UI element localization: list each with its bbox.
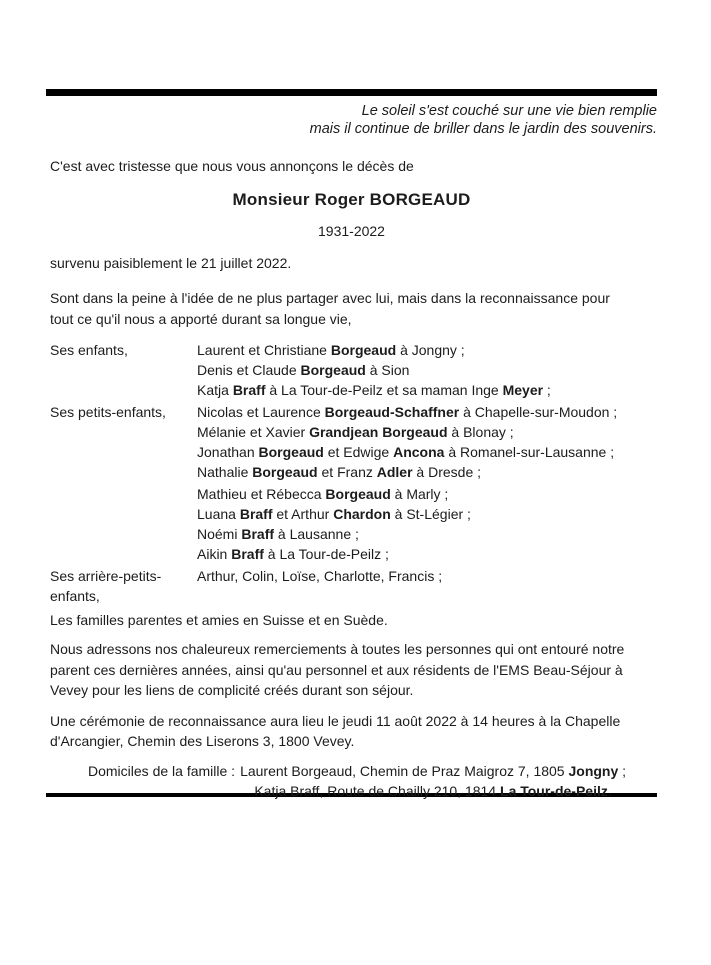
family-member-line: Nicolas et Laurence Borgeaud-Schaffner à Chapelle-sur-Moudon ; bbox=[197, 404, 618, 420]
family-section bbox=[50, 566, 657, 606]
thanks-paragraph bbox=[46, 639, 657, 701]
family-member-line: Jonathan Borgeaud et Edwige Ancona à Romanel-sur-Lausanne ; bbox=[197, 444, 615, 460]
family-member-line: Mélanie et Xavier Grandjean Borgeaud à Blonay ; bbox=[197, 424, 514, 440]
obituary-page bbox=[0, 89, 711, 965]
family-member-line: Noémi Braff à Lausanne ; bbox=[197, 526, 359, 542]
top-rule bbox=[46, 89, 657, 96]
epitaph-quote-line: Le soleil s'est couché sur une vie bien remplie bbox=[361, 103, 657, 119]
domicile-address: Katja Braff, Route de Chailly 210, 1814 La Tour-de-Peilz. bbox=[254, 782, 612, 799]
ceremony-line: d'Arcangier, Chemin des Liserons 3, 1800 Vevey. bbox=[50, 733, 355, 749]
family-member-line: Arthur, Colin, Loïse, Charlotte, Francis ; bbox=[197, 568, 443, 584]
life-years: 1931-2022 bbox=[318, 223, 385, 239]
family-member-line: Nathalie Borgeaud et Franz Adler à Dresde ; bbox=[197, 464, 482, 480]
thanks-line: Nous adressons nos chaleureux remerciements à toutes les personnes qui ont entouré notre bbox=[50, 641, 625, 657]
intro-line: tout ce qu'il nous a apporté durant sa longue vie, bbox=[50, 310, 352, 327]
epitaph-quote-line: mais il continue de briller dans le jardin des souvenirs. bbox=[309, 121, 657, 137]
family-list bbox=[46, 340, 657, 606]
family-member-line: Katja Braff à La Tour-de-Peilz et sa maman Inge Meyer ; bbox=[197, 382, 551, 398]
epitaph-quote bbox=[46, 102, 657, 138]
family-member-group bbox=[197, 402, 657, 482]
family-members bbox=[197, 402, 657, 564]
family-member-line: Luana Braff et Arthur Chardon à St-Légier ; bbox=[197, 506, 471, 522]
family-members bbox=[197, 566, 657, 586]
family-relation-label: Ses enfants, bbox=[50, 342, 128, 358]
obituary-notice bbox=[46, 89, 657, 797]
ceremony-line: Une cérémonie de reconnaissance aura lieu le jeudi 11 août 2022 à 14 heures à la Chapelle bbox=[50, 712, 621, 729]
family-section bbox=[50, 402, 657, 564]
announcement-text: C'est avec tristesse que nous vous annonçons le décès de bbox=[50, 158, 414, 174]
deceased-name: Monsieur Roger BORGEAUD bbox=[232, 190, 471, 209]
family-member-line: Aikin Braff à La Tour-de-Peilz ; bbox=[197, 546, 389, 562]
ceremony-paragraph bbox=[46, 711, 657, 752]
intro-paragraph bbox=[46, 288, 657, 329]
domicile-address: Laurent Borgeaud, Chemin de Praz Maigroz 7, 1805 Jongny ; bbox=[240, 762, 627, 779]
domiciles-addresses bbox=[240, 761, 626, 801]
intro-line: Sont dans la peine à l'idée de ne plus partager avec lui, mais dans la reconnaissance pour bbox=[50, 290, 610, 306]
family-member-line: Denis et Claude Borgeaud à Sion bbox=[197, 362, 410, 378]
domiciles-label: Domiciles de la famille : bbox=[88, 762, 236, 779]
family-relation-label: Ses arrière-petits-enfants, bbox=[50, 568, 162, 604]
death-date-line: survenu paisiblement le 21 juillet 2022. bbox=[50, 255, 292, 271]
family-members bbox=[197, 340, 657, 400]
thanks-line: Vevey pour les liens de complicité créés durant son séjour. bbox=[50, 682, 414, 698]
family-section bbox=[50, 340, 657, 400]
family-member-group bbox=[197, 566, 657, 586]
thanks-line: parent ces dernières années, ainsi qu'au personnel et aux résidents de l'EMS Beau-Séjour à bbox=[50, 661, 623, 678]
family-member-line: Laurent et Christiane Borgeaud à Jongny ; bbox=[197, 342, 465, 358]
extended-families-line: Les familles parentes et amies en Suisse et en Suède. bbox=[50, 612, 388, 628]
family-member-group bbox=[197, 340, 657, 400]
family-member-group bbox=[197, 484, 657, 564]
family-member-line: Mathieu et Rébecca Borgeaud à Marly ; bbox=[197, 486, 449, 502]
family-relation-label: Ses petits-enfants, bbox=[50, 404, 166, 420]
